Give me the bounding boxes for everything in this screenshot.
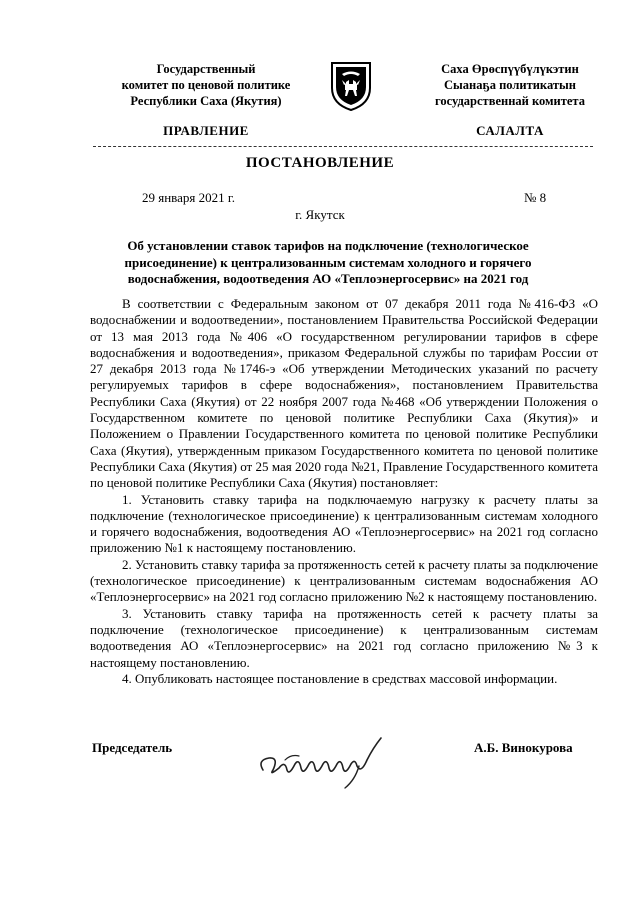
board-label-yakut: САЛАЛТА bbox=[476, 123, 544, 138]
issuer-line: Государственный bbox=[156, 62, 256, 76]
subject-line: присоединение) к централизованным системам холодного и горячего bbox=[124, 254, 532, 270]
sakha-coat-of-arms-icon bbox=[328, 60, 374, 112]
issuer-line: комитет по ценовой политике bbox=[121, 78, 291, 92]
document-subject bbox=[118, 238, 538, 288]
document-body bbox=[90, 296, 598, 687]
document-title: ПОСТАНОВЛЕНИЕ bbox=[245, 155, 395, 171]
clause-4: 4. Опубликовать настоящее постановление в средствах массовой информации. bbox=[122, 670, 558, 686]
issuer-name-russian bbox=[96, 61, 316, 109]
issuer-line: Республики Саха (Якутия) bbox=[130, 94, 282, 108]
board-label-russian: ПРАВЛЕНИЕ bbox=[163, 123, 249, 138]
clause-2: 2. Установить ставку тарифа за протяженность сетей к расчету платы за подключение (технологическое присоединение) к централизованным системам водоснабжения АО «Теплоэнергосервис» на 2021 год согласно приложению №2 к настоящему постановлению. bbox=[90, 556, 598, 605]
preamble-paragraph: В соответствии с Федеральным законом от 07 декабря 2011 года №416-ФЗ «О водоснабжении и водоотведении», постановлением Правительства Российской Федерации от 13 мая 2013 года №406 «О государственном регулировании тарифов в сфере водоснабжения и водоотведения», приказом Федеральной службы по тарифам России от 27 декабря 2013 года №1746-э «Об утверждении Методических указаний по расчету регулируемых тарифов в сфере водоснабжения», постановлением Правительства Республики Саха (Якутия) от 22 ноября 2007 года №468 «Об утверждении Положения о Государственном комитете по ценовой политике Республики Саха (Якутия)» и Положением о Правлении Государственного комитета по ценовой политике Республики Саха (Якутия), утвержденным приказом Государственного комитета по ценовой политике Республики Саха (Якутия) от 25 мая 2020 года №21, Правление Государственного комитета по ценовой политике Республики Саха (Якутия) постановляет: bbox=[90, 296, 598, 491]
subject-line: водоснабжения, водоотведения АО «Теплоэнергосервис» на 2021 год bbox=[127, 271, 529, 286]
signatory-title: Председатель bbox=[92, 740, 173, 755]
document-number: № 8 bbox=[524, 190, 547, 205]
header-divider bbox=[93, 146, 593, 147]
document-date: 29 января 2021 г. bbox=[142, 190, 236, 205]
issuer-line: Саха Өрөспүүбүлүкэтин bbox=[441, 62, 579, 76]
issuer-name-yakut bbox=[400, 61, 620, 109]
clause-1: 1. Установить ставку тарифа на подключаемую нагрузку к расчету платы за подключение (технологическое присоединение) к централизованным системам холодного и горячего водоснабжения, водоотведения АО «Теплоэнергосервис» на 2021 год согласно приложению №1 к настоящему постановлению. bbox=[90, 491, 598, 556]
signature-icon bbox=[255, 730, 395, 792]
signatory-name: А.Б. Винокурова bbox=[474, 740, 573, 755]
issuer-line: Сыанаҕа политикатын bbox=[444, 78, 576, 92]
issuer-line: государственнай комитета bbox=[435, 94, 585, 108]
clause-3: 3. Установить ставку тарифа на протяженность сетей к расчету платы за подключение (технологическое присоединение) к централизованным системам водоотведения АО «Теплоэнергосервис» на 2021 год согласно приложению №3 к настоящему постановлению. bbox=[90, 605, 598, 670]
subject-line: Об установлении ставок тарифов на подключение (технологическое bbox=[127, 238, 529, 253]
document-city: г. Якутск bbox=[295, 207, 345, 222]
